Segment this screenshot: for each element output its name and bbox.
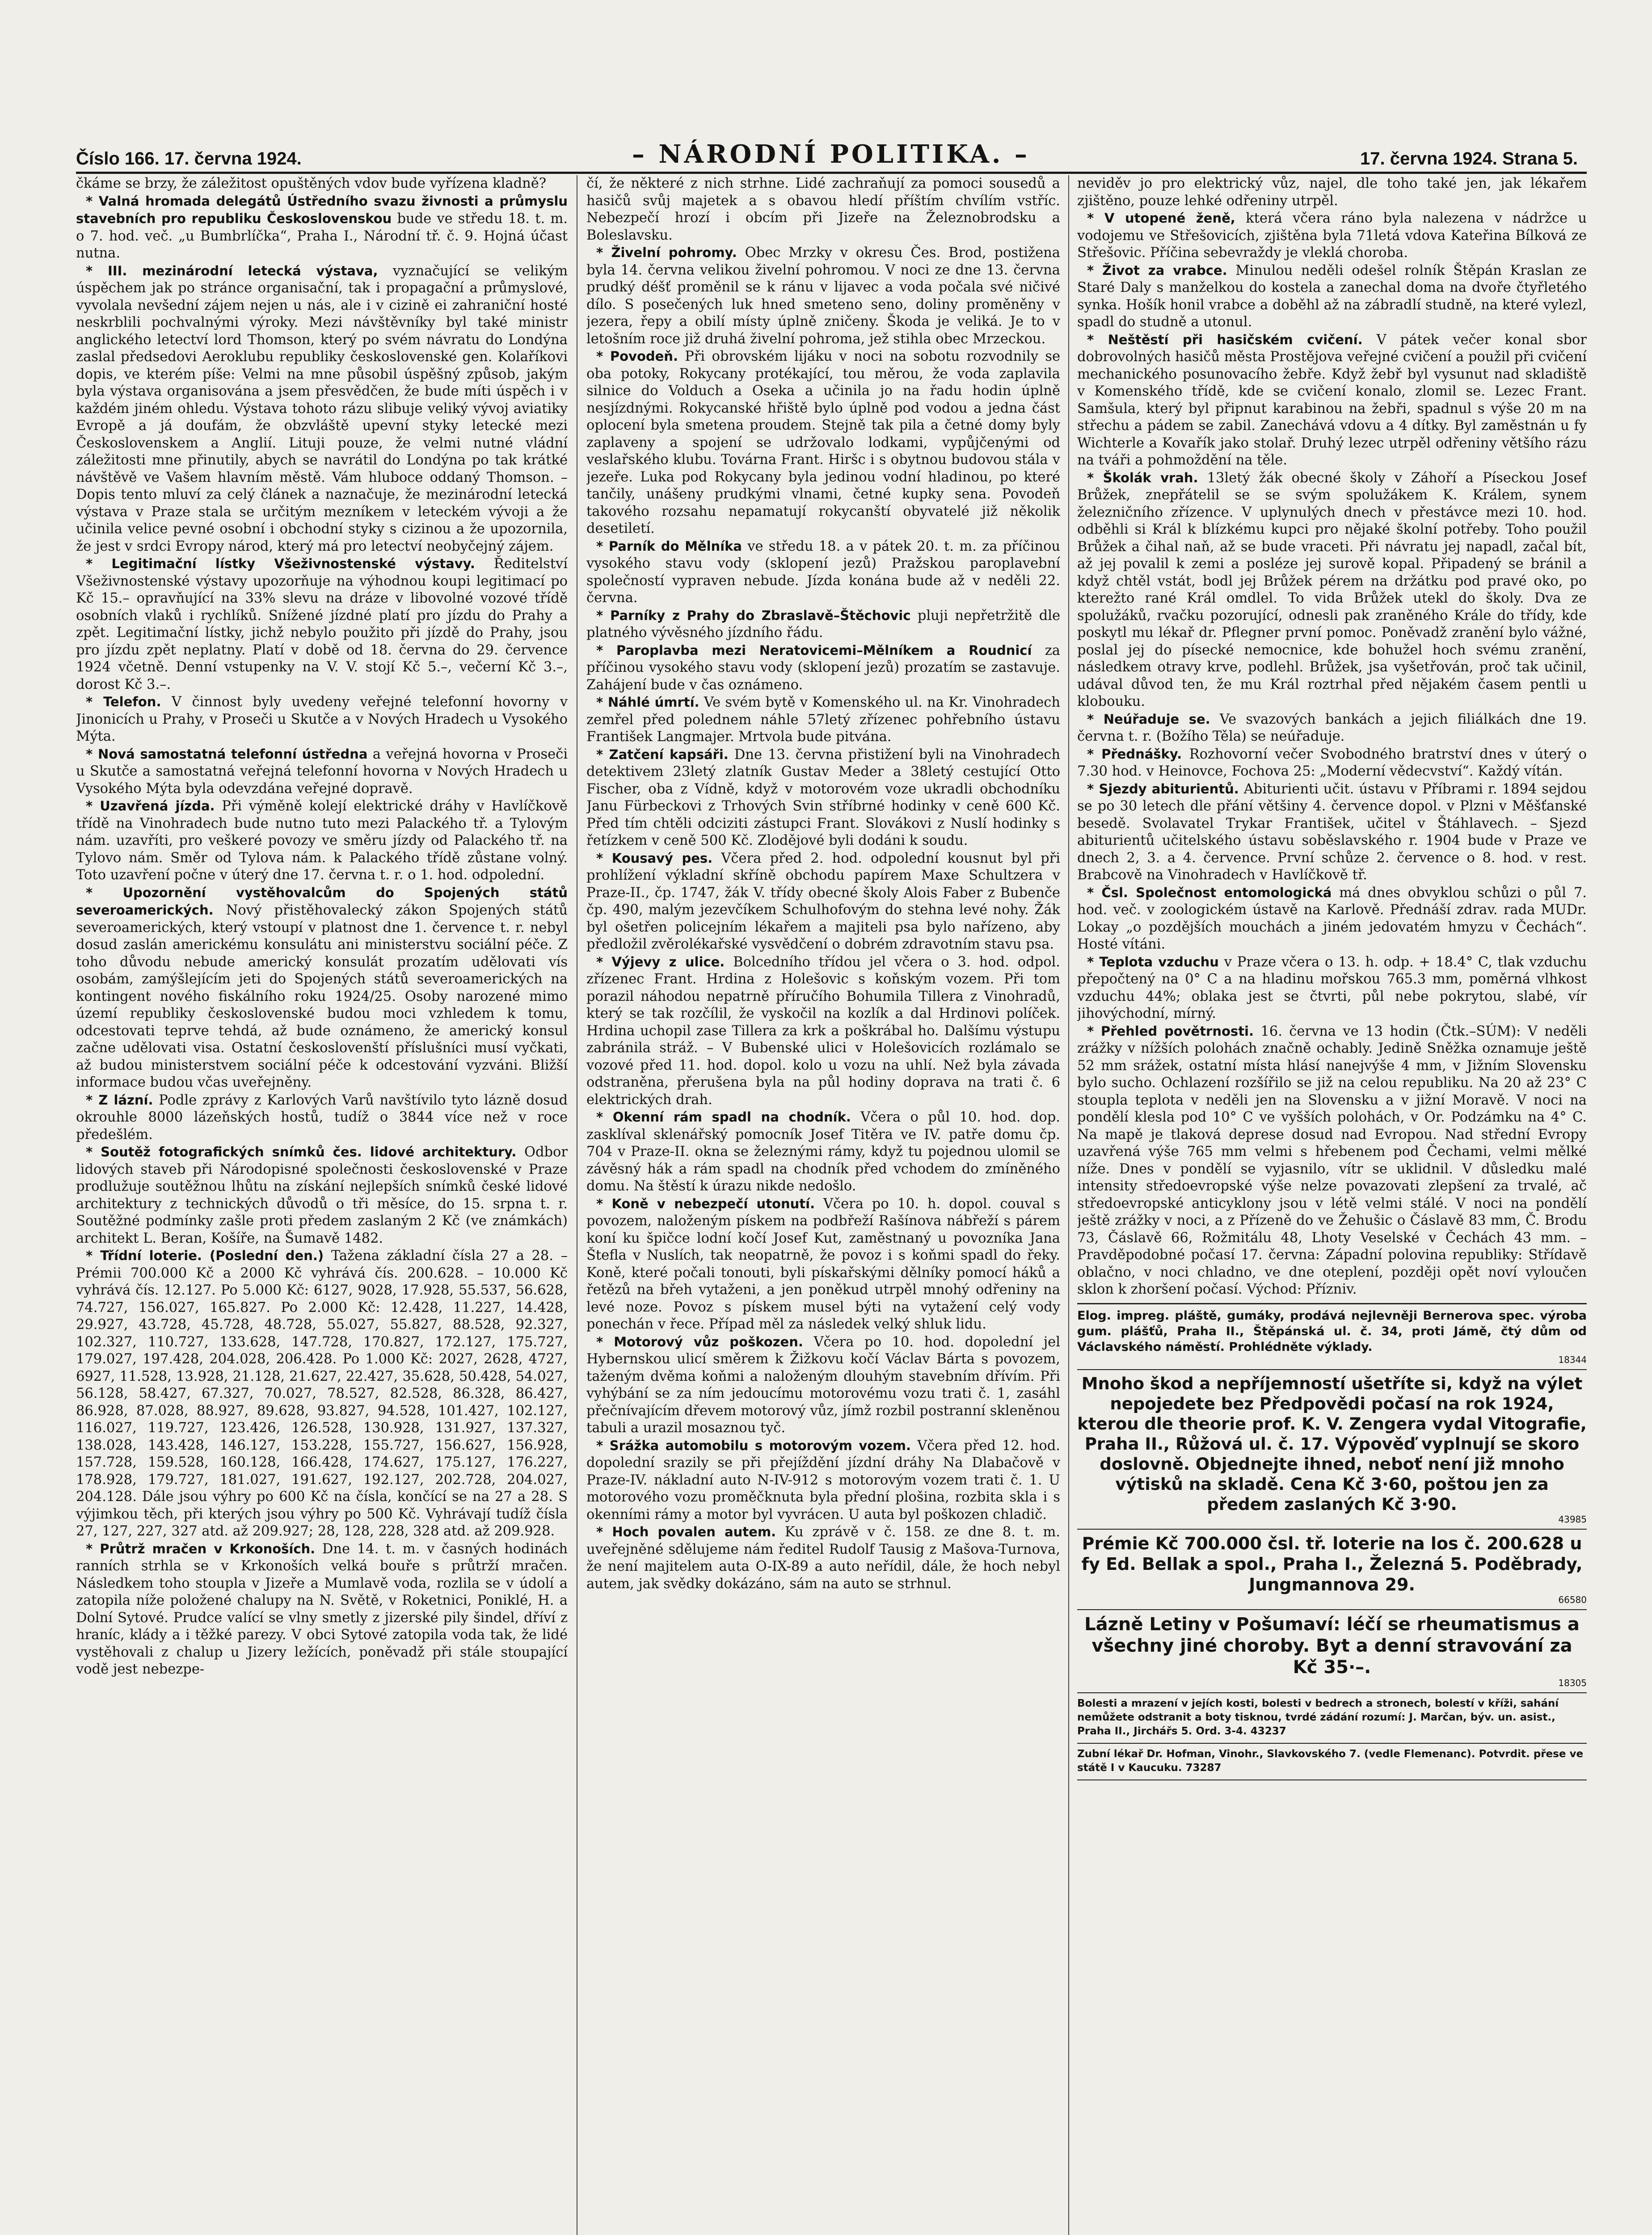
article-headline: * Okenní rám spadl na chodník. bbox=[596, 1109, 851, 1125]
article-paragraph bbox=[586, 1437, 1060, 1524]
issue-info: Číslo 166. 17. června 1924. bbox=[76, 149, 302, 169]
article-paragraph bbox=[586, 953, 1060, 1109]
newspaper-title: – NÁRODNÍ POLITIKA. – bbox=[632, 139, 1030, 169]
article-paragraph bbox=[586, 348, 1060, 538]
article-headline: * III. mezinárodní letecká výstava, bbox=[86, 263, 378, 278]
article-paragraph bbox=[76, 555, 568, 693]
article-paragraph bbox=[586, 694, 1060, 746]
article-paragraph bbox=[586, 607, 1060, 642]
article-body: 16. června ve 13 hodin (Čtk.–SÚM): V neděli zrážky v nížších polohách značně ochably. Jedině Sněžka oznamuje ještě 52 mm srážek, ostatní místa hlásí nanejvýše 4 mm, v Jižním Slovensku bylo sucho. Ochlazení rozšířilo se již na celou republiku. Na 20 až 23° C stoupla teplota v neděli jen na Slovensku a v jižní Moravě. V noci na pondělí klesla pod 10° C ve vyšších polohách, v Or. Podzámku na 4° C. Na mapě je tlaková deprese dosud nad Evropou. Nad střední Evropy uzavřená výše 765 mm velmi s hřebenem pod Čechami, velmi mělké níže. Dnes v pondělí se vyjasnilo, vítr se uklidnil. V důsledku malé intensity středoevropské výše nelze povazovati zlepšení za trvalé, ač středoevropské anticyklony jsou v létě velmi stálé. V noci na pondělí ještě zrážky v noci, a z Přízeně do ve Žehušic o Čáslavě 83 mm, Č. Brodu 73, Čáslavě 66, Rožmitálu 48, Lhoty Veselské v Čechách 43 mm. – Pravděpodobné počasí 17. června: Západní polovina republiky: Střídavě oblačno, v noci chladno, ve dne oteplení, později opět noví vyloučen sklon k zhoršení počasí. Východ: Přízniv. bbox=[1077, 1023, 1587, 1297]
ad-spa-letiny-text: Lázně Letiny v Pošumaví: léčí se rheumatismus a všechny jiné choroby. Byt a denní stravování za Kč 35·–. bbox=[1084, 1614, 1580, 1678]
article-headline: * Valná hromada delegátů Ústředního svazu živnosti a průmyslu stavebních pro republiku Československou bbox=[76, 193, 568, 226]
ad-number: 66580 bbox=[1558, 1594, 1587, 1605]
ad-weather-forecast bbox=[1077, 1370, 1587, 1530]
ad-lottery-prize bbox=[1077, 1530, 1587, 1610]
article-headline: * Sjezdy abiturientů. bbox=[1087, 781, 1239, 797]
article-paragraph bbox=[1077, 1023, 1587, 1299]
article-headline: * Přednášky. bbox=[1087, 746, 1182, 762]
article-body: vyznačující se velikým úspěchem jak po stránce organisační, tak i propagační a průmyslové, vyvolala nevšední zájem nejen u nás, ale i v cizině ei zahraniční hosté neskrblili pochvalnými výroky. Mezi návštěvníky byl také ministr anglického letectví lord Thomson, který po svém návratu do Londýna zaslal předsedovi Aeroklubu republiky československé gen. Kolaříkovi dopis, ve kterém píše: Velmi na mne působil úspěšný způsob, jakým byla výstava organisována a jsem přesvědčen, že bude míti úspěch i v každém jiném ohledu. Výstava tohoto rázu slibuje veliký vývoj aviatiky Evropě a já doufám, že obzvláště upevní styky letecké mezi Československem a Anglií. Lituji pouze, že velmi nutné vládní záležitosti mne přinutily, abych se navrátil do Londýna po tak krátké návštěvě ve Vašem hlavním městě. Vám hluboce oddaný Thomson. – Dopis tento mluví za celý článek a naznačuje, že mezinárodní letecká výstava v Praze stala se určitým mezníkem v leteckém vývoji a že učinila velice pevné osobní i obchodní styky s cizinou a že upozornila, že jest v srdci Evropy národ, který má pro letectví neobyčejný zájem. bbox=[76, 263, 568, 554]
article-body: čí, že některé z nich strhne. Lidé zachraňují za pomoci sousedů a hasičů svůj majetek a s obavou hledí příštím chvílím vstříc. Nebezpečí hrozí i obcím při Jizeře na Železnobrodsku a Boleslavsku. bbox=[586, 176, 1060, 243]
ad-raincoats-text: Elog. impreg. pláště, gumáky, prodává nejlevněji Bernerova spec. výroba gum. plášťů, Praha II., Štěpánská ul. č. 34, proti Jámě, čtý dům od Václavského náměstí. Prohlédněte výklady. bbox=[1077, 1308, 1587, 1354]
article-body: Při obrovském lijáku v noci na sobotu rozvodnily se oba potoky, Rokycany protékající, tou měrou, že voda zaplavila silnice do Volduch a Oseka a učinila jo na řadu hodin úplně nesjízdnými. Rokycanské hřiště bylo úplně pod vodou a jedna část oplocení byla smetena proudem. Stejně tak pila a četné domy byly zaplaveny a spojení se udržovalo lodkami, vypůjčenými od veslařského klubu. Továrna Frant. Hiršc i s obytnou budovou stála v jezeře. Luka pod Rokycany byla jedinou vodní hladinou, po které tančily, unášeny prudkými vlnami, četné kupky sena. Povodeň takového rozsahu nepamatují rokycanští obyvatelé již několik desetiletí. bbox=[586, 349, 1060, 536]
article-body: Tažena základní čísla 27 a 28. – Prémii 700.000 Kč a 2000 Kč vyhrává čís. 200.628. – 10.000 Kč vyhrává čís. 12.127. Po 5.000 Kč: 6127, 9028, 17.928, 55.537, 56.628, 74.727, 156.027, 165.827. Po 2.000 Kč: 12.428, 11.227, 14.428, 29.927, 43.728, 45.728, 48.728, 55.027, 55.827, 88.528, 92.327, 102.327, 110.727, 133.628, 147.728, 170.827, 172.127, 175.727, 179.027, 197.428, 204.028, 206.428. Po 1.000 Kč: 2027, 2628, 4727, 6927, 11.528, 13.928, 21.128, 21.627, 22.427, 35.628, 50.428, 54.027, 56.128, 58.427, 67.327, 70.027, 78.527, 82.528, 86.328, 86.427, 86.928, 87.028, 88.927, 89.628, 93.827, 94.528, 101.427, 102.127, 116.027, 119.727, 123.426, 126.528, 130.928, 131.927, 137.327, 138.028, 143.428, 146.127, 153.228, 155.727, 156.627, 156.928, 157.728, 159.528, 160.128, 166.428, 174.627, 175.127, 176.227, 178.928, 179.727, 181.027, 191.627, 192.127, 202.728, 204.027, 204.128. Dále jsou výhry po 600 Kč na čísla, končící se na 27 a 28. S výjimkou těch, při kterých jsou výhry po 500 Kč. Vyhrávají tudíž čísla 27, 127, 227, 327 atd. až 209.927; 28, 128, 228, 328 atd. až 209.928. bbox=[76, 1248, 568, 1539]
column-divider bbox=[1068, 175, 1069, 2235]
article-headline: * Neúřaduje se. bbox=[1087, 711, 1210, 727]
article-body: Nový přistěhovalecký zákon Spojených států severoamerických, který vstoupí v platnost dne 1. července t. r. nebyl dosud zaslán americkému konsulátu ani ministerstvu sociální péče. Z toho důvodu nebude americký konsulát prozatím udělovati vís osobám, zamýšlejícím jeti do Spojených států severoamerických na kontingent nového fiskálního roku 1924/25. Osoby narozené mimo území republiky československé budou moci vzhledem k tomu, odcestovati teprve tehdá, až bude oznámeno, že americký konsul začne udělovati visa. Ostatní českoslovenští příslušníci musí vyčkati, až budou ministerstvem sociální péče k odcestování vyzváni. Bližší informace budou včas uveřejněny. bbox=[76, 902, 568, 1090]
article-body: Včera před 2. hod. odpolední kousnut byl při prohlížení výkladní skříně obchodu papírem Maxe Schultzera v Praze-II., čp. 1747, žák V. třídy obecné školy Alois Faber z Bubenče čp. 490, malým jezevčíkem Schulhofovým do stehna levé nohy. Žák byl ošetřen policejním lékařem a majiteli psa bylo nařízeno, aby předložil zvěrolékařské vysvědčení o dobrém zdravotním stavu psa. bbox=[586, 850, 1060, 952]
column-1 bbox=[76, 175, 568, 2235]
article-paragraph bbox=[76, 884, 568, 1092]
ad-spa-letiny bbox=[1077, 1610, 1587, 1693]
column-2 bbox=[586, 175, 1060, 2235]
article-headline: * Hoch povalen autem. bbox=[596, 1524, 776, 1539]
article-paragraph bbox=[76, 746, 568, 798]
article-paragraph bbox=[586, 244, 1060, 348]
article-body: 13letý žák obecné školy v Záhoří a Píseckou Josef Brůžek, znepřátelil se se svým spolužákem K. Králem, synem železničního zřízence. V uplynulých dnech v přestávce mezi 10. hod. odběhli si Král k blízkému kupci pro nějaké školní potřeby. Toho použil Brůžek a čihal naň, až se bude vraceti. Při návratu jej napadl, začal bít, až jej povalil k zemi a posléze jej surově kopal. Připadený se bránil a když chtěl vstát, bodl jej Brůžek pérem na držátku pod pravé oko, po kterežto rané Král omdlel. To vida Brůžek utekl do školy. Dva ze spolužáků, rvačku pozorující, odnesli pak zraněného Krále do třídy, kde poskytl mu lékař dr. Pflegner první pomoc. Poněvadž zranění bylo vážné, poslal jej do písecké nemocnice, kde bohužel hoch svému zranění, následkem otravy krve, podlehl. Brůžek, jsa vyšetřován, proč tak učinil, udával důvod ten, že mu Král roztrhal před nějakém časem pentli u klobouku. bbox=[1077, 470, 1587, 709]
article-body: Dne 13. června přistižení byli na Vinohradech detektivem 23letý zlatník Gustav Meder a 38letý cestující Otto Fischer, oba z Vídně, když v motorovém voze ukradli obchodníku Janu Fürbeckovi z Trhových Svin stříbrné hodinky v ceně 600 Kč. Před tím chtěli odciziti zástupci Frant. Slovákovi z Nuslí hodinky s řetízkem v ceně 500 Kč. Zlodějové byli dodáni k soudu. bbox=[586, 746, 1060, 848]
ad-pain-doctor-text: Bolesti a mrazení v jejích kosti, bolesti v bedrech a stronech, bolestí v kříži, sahání nemůžete odstranit a boty tisknou, tvrdé zádání rozumí: J. Marčan, býv. un. asist., Praha II., Jirchářs 5. Ord. 3-4. 43237 bbox=[1077, 1697, 1559, 1737]
article-headline: * Paroplavba mezi Neratovicemi–Mělníkem a Roudnicí bbox=[596, 642, 1032, 658]
article-headline: * Soutěž fotografických snímků čes. lidové architektury. bbox=[86, 1144, 517, 1160]
article-paragraph bbox=[1077, 331, 1587, 469]
article-paragraph bbox=[1077, 711, 1587, 746]
article-paragraph bbox=[76, 797, 568, 884]
article-headline: * Upozornění vystěhovalcům do Spojených států severoamerických. bbox=[76, 885, 568, 918]
article-body: Minulou neděli odešel rolník Štěpán Kraslan ze Staré Daly s manželkou do kostela a zanechal doma na dvoře čtyřletého synka. Hošík honil vrabce a doběhl až na zábradlí studně, na které vylezl, spadl do studně a utonul. bbox=[1077, 262, 1587, 330]
article-paragraph bbox=[76, 1143, 568, 1247]
article-headline: * Motorový vůz poškozen. bbox=[596, 1334, 803, 1349]
ad-number: 18344 bbox=[1558, 1354, 1587, 1365]
article-headline: * Život za vrabce. bbox=[1087, 262, 1227, 278]
article-body: čkáme se brzy, že záležitost opuštěných vdov bude vyřízena kladně? bbox=[76, 176, 547, 191]
article-headline: * Telefon. bbox=[86, 694, 161, 709]
column-3-articles bbox=[1077, 175, 1587, 1299]
article-headline: * Výjevy z ulice. bbox=[596, 954, 725, 970]
article-headline: * Legitimační lístky Všeživnostenské výstavy. bbox=[86, 556, 475, 571]
article-body: Obec Mrzky v okresu Čes. Brod, postižena byla 14. června velikou živelní pohromou. V noci ze dne 13. června prudký déšť proměnil se k ránu v lijavec a voda počala své ničivé dílo. S posečených luk hned smeteno seno, doliny proměněny v jezera, řepy a obilí místy úplně zničeny. Škoda je veliká. Je to v letošním roce již druhá živelní pohroma, jež stihla obec Mrzeckou. bbox=[586, 245, 1060, 347]
article-paragraph bbox=[586, 538, 1060, 607]
article-body: má dnes obvyklou schůzi o půl 7. hod. več. v zoologickém ústavě na Karlově. Přednáší zdrav. rada MUDr. Lokay „o pozdějších mouchách a jiném jedovatém hmyzu v Čechách“. Hosté vítáni. bbox=[1077, 885, 1587, 952]
article-body: Ku zprávě v č. 158. ze dne 8. t. m. uveřejněné sdělujeme nám ředitel Rudolf Tausig z Mašova-Turnova, že není majitelem auta O-IX-89 a auto neřídil, dále, že hoch nebyl autem, jak svědky dokázáno, sám na auto se strhnul. bbox=[586, 1524, 1060, 1592]
article-paragraph bbox=[586, 746, 1060, 850]
article-paragraph bbox=[76, 1540, 568, 1678]
article-body: v Praze včera o 13. h. odp. + 18.4° C, tlak vzduchu přepočtený na 0° C a na hladinu mořskou 765.3 mm, poměrná vlhkost vzduchu 44%; oblaka jest se čtvrti, půl nebe pokrytou, slabé, vír jihovýchodní, mírný. bbox=[1077, 954, 1587, 1021]
masthead-rule bbox=[76, 172, 1587, 174]
article-body: pluji nepřetržitě dle platného vývěsného jízdního řádu. bbox=[586, 607, 1060, 641]
article-paragraph bbox=[586, 1109, 1060, 1195]
article-paragraph bbox=[1077, 469, 1587, 711]
article-body: která včera ráno byla nalezena v nádržce u vodojemu ve Střešovicích, zjištěna byla 71letá vdova Kateřina Bílková ze Střešovic. Příčina sebevraždy je vleklá choroba. bbox=[1077, 211, 1587, 261]
article-paragraph bbox=[586, 1195, 1060, 1333]
article-headline: * Třídní loterie. (Poslední den.) bbox=[86, 1248, 324, 1263]
article-paragraph bbox=[76, 193, 568, 262]
ad-dentist bbox=[1077, 1744, 1587, 1780]
article-body: neviděv jo pro elektrický vůz, najel, dle toho také jen, jak lékařem zjištěno, pouze lehké odřeniny utrpěl. bbox=[1077, 176, 1587, 209]
article-body: V pátek večer konal sbor dobrovolných hasičů města Prostějova veřejné cvičení a použil při cvičení mechanického posunovacího žebře. Když žebř byl vysunut nad skladiště v Komenského třídě, kde se cvičení konalo, zlomil se. Lezec Frant. Samšula, který byl připnut karabinou na žebři, spadnul s výše 20 m na střechu a pádem se zabil. Zanechává vdovu a 4 dítky. Byl zaměstnán u fy Wichterle a Kovařík jako stolař. Druhý lezec utrpěl odřeniny většího rázu na tváři a pohmoždění na těle. bbox=[1077, 332, 1587, 468]
article-paragraph bbox=[586, 175, 1060, 244]
article-headline: * V utopené ženě, bbox=[1087, 211, 1235, 226]
ad-number: 43985 bbox=[1558, 1514, 1587, 1525]
article-body: Podle zprávy z Karlových Varů navštívilo tyto lázně dosud okrouhle 8000 lázeňských hostů, tudíž o 3844 více než v roce předešlém. bbox=[76, 1092, 568, 1143]
article-body: Dne 14. t. m. v časných hodinách ranních strhla se v Krkonoších velká bouře s průtrží mračen. Následkem toho stoupla v Jizeře a Mumlavě voda, rozlila se v údolí a zatopila níže položené chalupy na N. Světě, v Roketnici, Poniklé, H. a Dolní Sytové. Prudce valící se vlny smetly z jizerské pily šindel, dříví z hraníc, klády a i těžké parezy. V obci Sytové zatopila voda tak, že lidé vystěhovali z chalup u Jizery ležících, poněvadž při stále stoupající vodě jest nebezpe- bbox=[76, 1541, 568, 1677]
article-headline: * Kousavý pes. bbox=[596, 850, 713, 866]
article-body: Včera před 12. hod. dopolední srazily se při přejíždění jízdní dráhy Na Dlabačově v Praze-IV. nákladní auto N-IV-912 s motorovým vozem trati č. 1. U motorového vozu proměčknuta byla přední plošina, rozbita skla i s okenními rámy a motor byl vyvrácen. U auta byl poškozen chladič. bbox=[586, 1438, 1060, 1522]
ad-number: 18305 bbox=[1558, 1677, 1587, 1688]
article-headline: * Z lázní. bbox=[86, 1092, 153, 1108]
article-headline: * Nová samostatná telefonní ústředna bbox=[86, 746, 368, 762]
column-3 bbox=[1077, 175, 1587, 2235]
masthead bbox=[76, 134, 1578, 169]
article-body: za příčinou vysokého stavu vody (sklopení jezů) prozatím se zastavuje. Zahájení bude v čas oznámeno. bbox=[586, 642, 1060, 693]
article-body: a veřejná hovorna v Proseči u Skutče a samostatná veřejná telefonní hovorna v Nových Hradech u Vysokého Mýta byla odevzdána veřejné dopravě. bbox=[76, 746, 568, 797]
ad-weather-forecast-text: Mnoho škod a nepříjemností ušetříte si, když na výlet nepojedete bez Předpovědi počasí na rok 1924, kterou dle theorie prof. K. V. Zengera vydal Vitografie, Praha II., Růžová ul. č. 17. Výpověď vyplnují se skoro doslovně. Objednejte ihned, neboť není již mnoho výtisků na skladě. Cena Kč 3·60, poštou jen za předem zaslaných Kč 3·90. bbox=[1077, 1374, 1587, 1514]
article-headline: * Zatčení kapsáři. bbox=[596, 746, 729, 762]
article-headline: * Čsl. Společnost entomologická bbox=[1087, 885, 1332, 900]
article-paragraph bbox=[1077, 780, 1587, 884]
article-headline: * Koně v nebezpečí utonutí. bbox=[596, 1196, 815, 1211]
article-headline: * Parníky z Prahy do Zbraslavě–Štěchovic bbox=[596, 607, 911, 623]
article-headline: * Parník do Mělníka bbox=[596, 538, 742, 554]
article-paragraph bbox=[1077, 262, 1587, 331]
article-body: Ve svazových bankách a jejich filiálkách dne 19. června t. r. (Božího Těla) se neúřaduje. bbox=[1077, 711, 1587, 744]
article-paragraph bbox=[76, 262, 568, 556]
article-body: Při výměně kolejí elektrické dráhy v Havlíčkově třídě na Vinohradech bude nutno tuto mezi Palackého tř. a Tylovým nám. uzavříti, pro veškeré povozy ve směru jízdy od Palackého tř. na Tylovo nám. Směr od Tylova nám. k Palackého třídě zůstane volný. Toto uzavření počne v úterý dne 17. června t. r. o 1. hod. odpolední. bbox=[76, 798, 568, 883]
article-headline: * Srážka automobilu s motorovým vozem. bbox=[596, 1438, 911, 1453]
article-body: Ve svém bytě v Komenského ul. na Kr. Vinohradech zemřel před polednem náhle 57letý zřízenec pohřebního ústavu František Langmajer. Mrtvola bude pitvána. bbox=[586, 695, 1060, 745]
article-paragraph bbox=[76, 1247, 568, 1540]
article-headline: * Náhlé úmrtí. bbox=[596, 695, 700, 710]
advertisements bbox=[1077, 1303, 1587, 1780]
article-paragraph bbox=[1077, 953, 1587, 1023]
article-body: Včera o půl 10. hod. dop. zasklíval sklenářský pomocník Josef Titěra ve IV. patře domu čp. 704 v Praze-II. okna se železnými rámy, když tu pojednou ulomil se závěsný hák a rám spadl na chodník před vchodem do zmíněného domu. Na štěstí k úrazu nikde nedošlo. bbox=[586, 1109, 1060, 1194]
article-paragraph bbox=[76, 693, 568, 746]
article-body: bude ve středu 18. t. m. o 7. hod. več. „u Bumbrlíčka“, Praha I., Národní tř. č. 9. Hojná účast nutna. bbox=[76, 211, 568, 261]
article-body: Rozhovorní večer Svobodného bratrství dnes v úterý o 7.30 hod. v Heinovce, Fochova 25: „Moderní vědecvství“. Každý vítán. bbox=[1077, 746, 1587, 779]
article-paragraph bbox=[1077, 175, 1587, 210]
article-body: V činnost byly uvedeny veřejné telefonní hovorny v Jinonicích u Prahy, v Proseči u Skutče a v Nových Hradech u Vysokého Mýta. bbox=[76, 694, 568, 744]
article-headline: * Teplota vzduchu bbox=[1087, 954, 1219, 970]
article-headline: * Uzavřená jízda. bbox=[86, 798, 215, 814]
ad-lottery-prize-text: Prémie Kč 700.000 čsl. tř. loterie na los č. 200.628 u fy Ed. Bellak a spol., Praha I., Železná 5. Poděbrady, Jungmannova 29. bbox=[1081, 1533, 1583, 1594]
article-paragraph bbox=[586, 850, 1060, 953]
article-paragraph bbox=[76, 175, 568, 193]
ad-pain-doctor bbox=[1077, 1693, 1587, 1744]
article-paragraph bbox=[586, 1333, 1060, 1437]
article-paragraph bbox=[1077, 746, 1587, 780]
article-headline: * Živelní pohromy. bbox=[596, 245, 737, 260]
article-paragraph bbox=[1077, 210, 1587, 262]
article-paragraph bbox=[586, 642, 1060, 694]
article-body: Včera po 10. hod. dopolední jel Hybernskou ulicí směrem k Žižkovu kočí Václav Bárta s povozem, taženým dvěma koňmi a naloženým dlouhým stavebním dřívím. Při vyhýbání se za ním jedoucímu motorovému vozu trati č. 1, zasáhl přečnívajícím dřevem motorový vůz, jímž rozbil postranní skleněnou tabuli a urazil mosaznou tyč. bbox=[586, 1334, 1060, 1436]
article-body: Odbor lidových staveb při Národopisné společnosti československé v Praze prodlužuje soutěžnou lhůtu na získání nejlepších snímků české lidové architektury z technických důvodů o tři měsíce, do 15. srpna t. r. Soutěžné podmínky zašle proti předem zaslaným 2 Kč (ve známkách) architekt L. Beran, Košíře, na Šumavě 1482. bbox=[76, 1144, 568, 1246]
article-headline: * Školák vrah. bbox=[1087, 470, 1198, 485]
article-headline: * Průtrž mračen v Krkonoších. bbox=[86, 1541, 316, 1556]
article-body: Včera po 10. h. dopol. couval s povozem, naloženým pískem na podbřeží Rašínova nábřeží s párem koní ku špičce lodní kočí Josef Kut, zaměstnaný u povozníka Jana Štefla v Nuslích, tak neopatrně, že povoz i s koňmi spadl do řeky. Koně, které počali tonouti, byli pískařskými dělníky pomocí háků a řetězů na břeh vytaženi, a jen poněkud utrpěl mnohý odřeniny na levé noze. Povoz s pískem musel býti na vytažení celý vody ponechán v řece. Případ měl za následek velký shluk lidu. bbox=[586, 1196, 1060, 1332]
article-body: Ředitelství Všeživnostenské výstavy upozorňuje na výhodnou koupi legitimací po Kč 15.– opravňující na 33% slevu na dráze v libovolné vozové třídě osobních vlaků i rychlíků. Snížené jízdné platí pro jízdu do Prahy a zpět. Legitimační lístky, jichž nebylo použito při jízdě do Prahy, jsou pro jízdu zpět neplatny. Platí v době od 18. června do 29. července 1924 včetně. Denní vstupenky na V. V. stojí Kč 5.–, večerní Kč 3.–, dorost Kč 3.–. bbox=[76, 556, 568, 692]
article-headline: * Neštěstí při hasičském cvičení. bbox=[1087, 332, 1363, 347]
article-body: ve středu 18. a v pátek 20. t. m. za příčinou vysokého stavu vody (sklopení jezů) Pražskou paroplavební společností vypraven nebude. Jízda konána bude až v neděli 22. června. bbox=[586, 538, 1060, 606]
page-info: 17. června 1924. Strana 5. bbox=[1360, 149, 1578, 169]
article-body: Abiturienti učit. ústavu v Příbrami r. 1894 sejdou se po 30 letech dle přání většiny 4. července dopol. v Plzni v Měšťanské besedě. Svolavatel Trykar František, učitel v Štáhlavech. – Sjezd abiturientů učitelského ústavu soběslavského r. 1904 bude v Praze ve dnech 2, 3. a 4. července. První schůze 2. července o 8. hod. v rest. Brabcově na Vinohradech v Havlíčkově tř. bbox=[1077, 781, 1587, 883]
article-paragraph bbox=[1077, 884, 1587, 953]
article-headline: * Povodeň. bbox=[596, 349, 678, 364]
article-paragraph bbox=[76, 1092, 568, 1144]
article-body: Bolcedního třídou jel včera o 3. hod. odpol. zřízenec Frant. Hrdina z Holešovic s koňským vozem. Při tom porazil náhodou nepatrně příručího Bohumila Tillera z Vinohradů, který se tak rozčílil, že vyskočil na kozlík a dal Hrdinovi políček. Hrdina uchopil zase Tillera za krk a poškrábal ho. Dalšímu výstupu zabránila stráž. – V Bubenské ulici v Holešovicích rozlámalo se vozové před 11. hod. dopol. kolo u vozu na uhlí. Než byla závada odstraněna, přerušena byla na půl hodiny doprava na trati č. 6 elektrických drah. bbox=[586, 954, 1060, 1108]
ad-dentist-text: Zubní lékař Dr. Hofman, Vinohr., Slavkovského 7. (vedle Flemenanc). Potvrdit. přese ve státě I v Kaucuku. 73287 bbox=[1077, 1748, 1584, 1774]
ad-raincoats bbox=[1077, 1304, 1587, 1370]
article-paragraph bbox=[586, 1523, 1060, 1593]
article-headline: * Přehled povětrnosti. bbox=[1087, 1023, 1254, 1039]
